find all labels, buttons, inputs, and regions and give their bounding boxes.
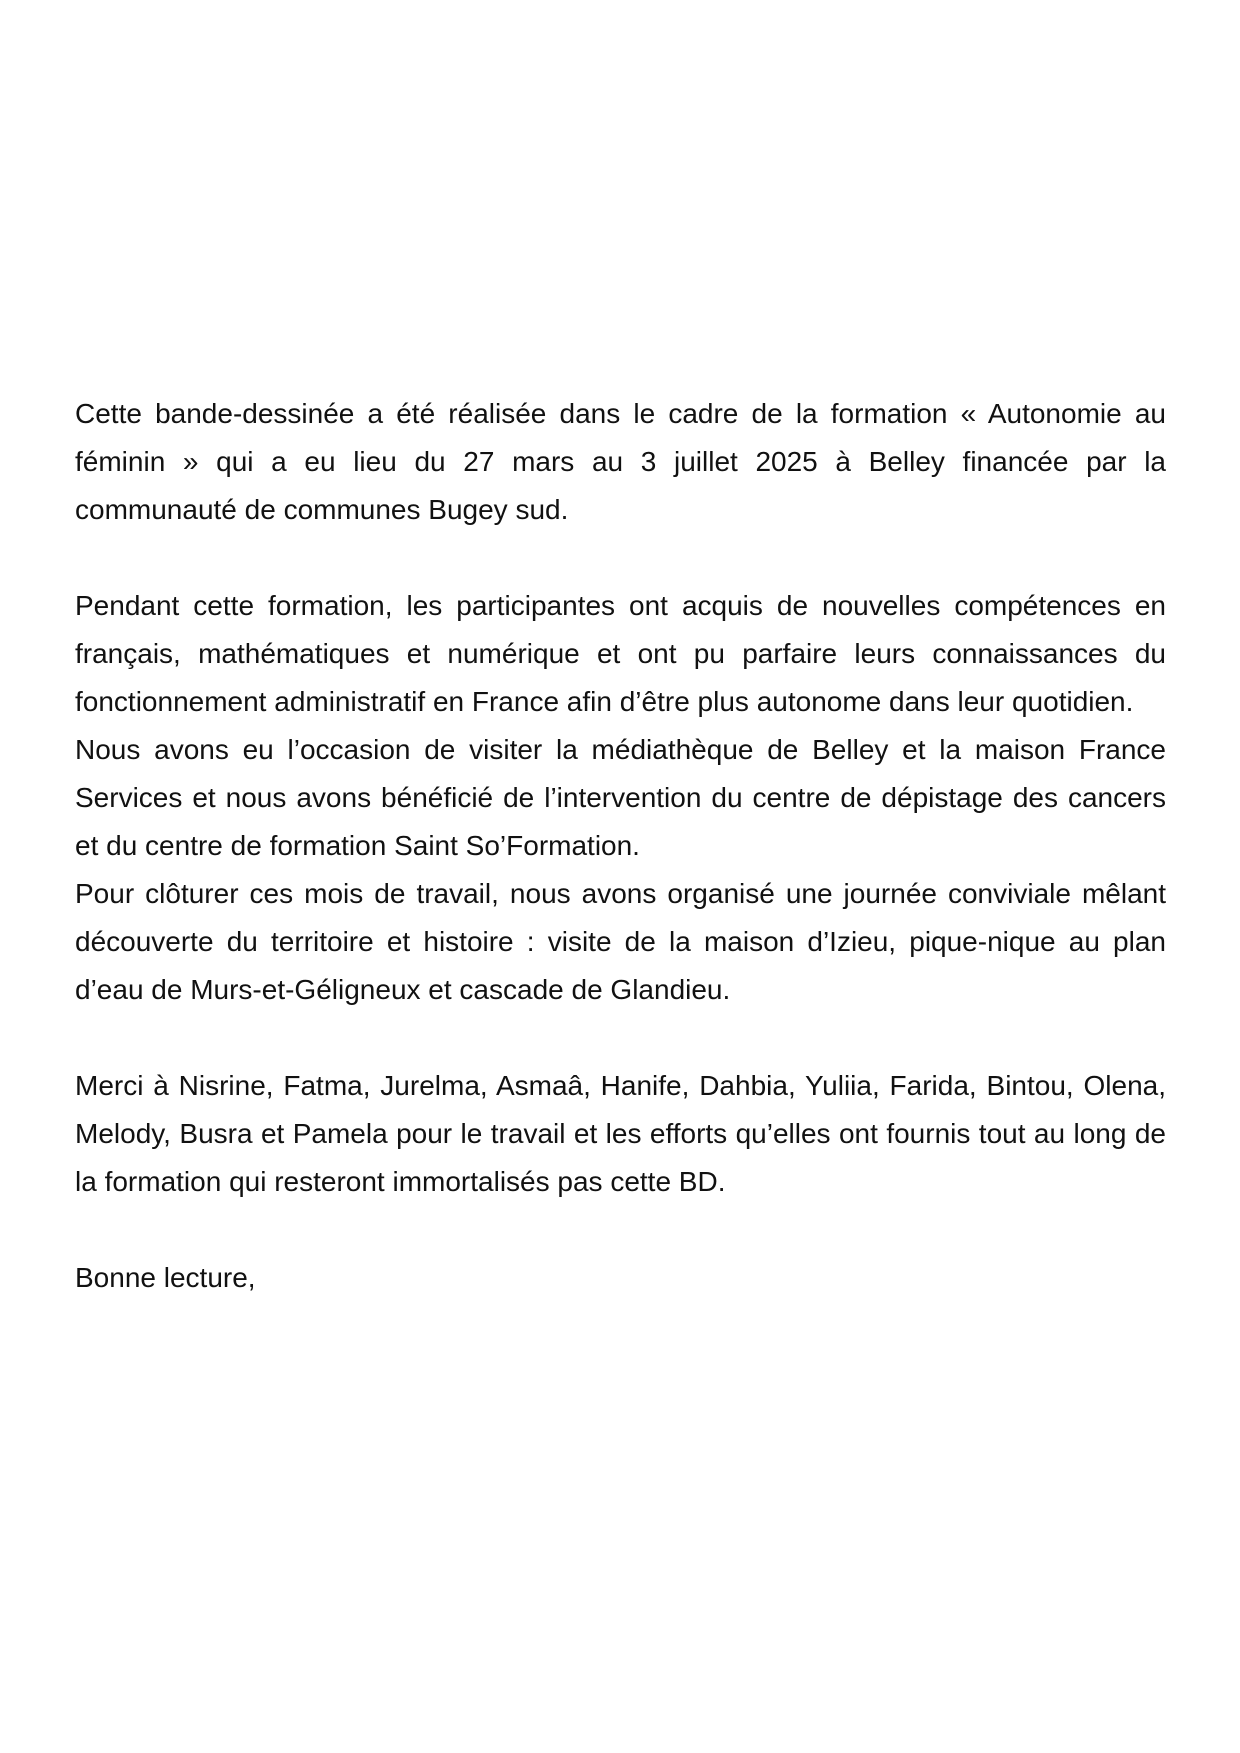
paragraph-skills: Pendant cette formation, les participantes ont acquis de nouvelles compétences en français, mathématiques et numérique et ont pu parfaire leurs connaissances du fonctionnement administratif en France afin d’être plus autonome dans leur quotidien. bbox=[75, 590, 1166, 717]
paragraph-spacer bbox=[75, 534, 1166, 582]
paragraph-spacer bbox=[75, 1206, 1166, 1254]
paragraph-visits: Nous avons eu l’occasion de visiter la médiathèque de Belley et la maison France Services et nous avons bénéficié de l’intervention du centre de dépistage des cancers et du centre de formation Saint So’Formation. bbox=[75, 734, 1166, 861]
paragraph-thanks: Merci à Nisrine, Fatma, Jurelma, Asmaâ, Hanife, Dahbia, Yuliia, Farida, Bintou, Olena, Melody, Busra et Pamela pour le travail et les efforts qu’elles ont fournis tout au long de la formation qui resteront immortalisés pas cette BD. bbox=[75, 1070, 1166, 1197]
paragraph-sign-off: Bonne lecture, bbox=[75, 1262, 256, 1293]
paragraph-closing-day: Pour clôturer ces mois de travail, nous avons organisé une journée conviviale mêlant découverte du territoire et histoire : visite de la maison d’Izieu, pique-nique au plan d’eau de Murs-et-Géligneux et cascade de Glandieu. bbox=[75, 878, 1166, 1005]
document-body bbox=[75, 390, 1166, 1302]
paragraph-spacer bbox=[75, 1014, 1166, 1062]
paragraph-intro: Cette bande-dessinée a été réalisée dans le cadre de la formation « Autonomie au féminin » qui a eu lieu du 27 mars au 3 juillet 2025 à Belley financée par la communauté de communes Bugey sud. bbox=[75, 398, 1166, 525]
